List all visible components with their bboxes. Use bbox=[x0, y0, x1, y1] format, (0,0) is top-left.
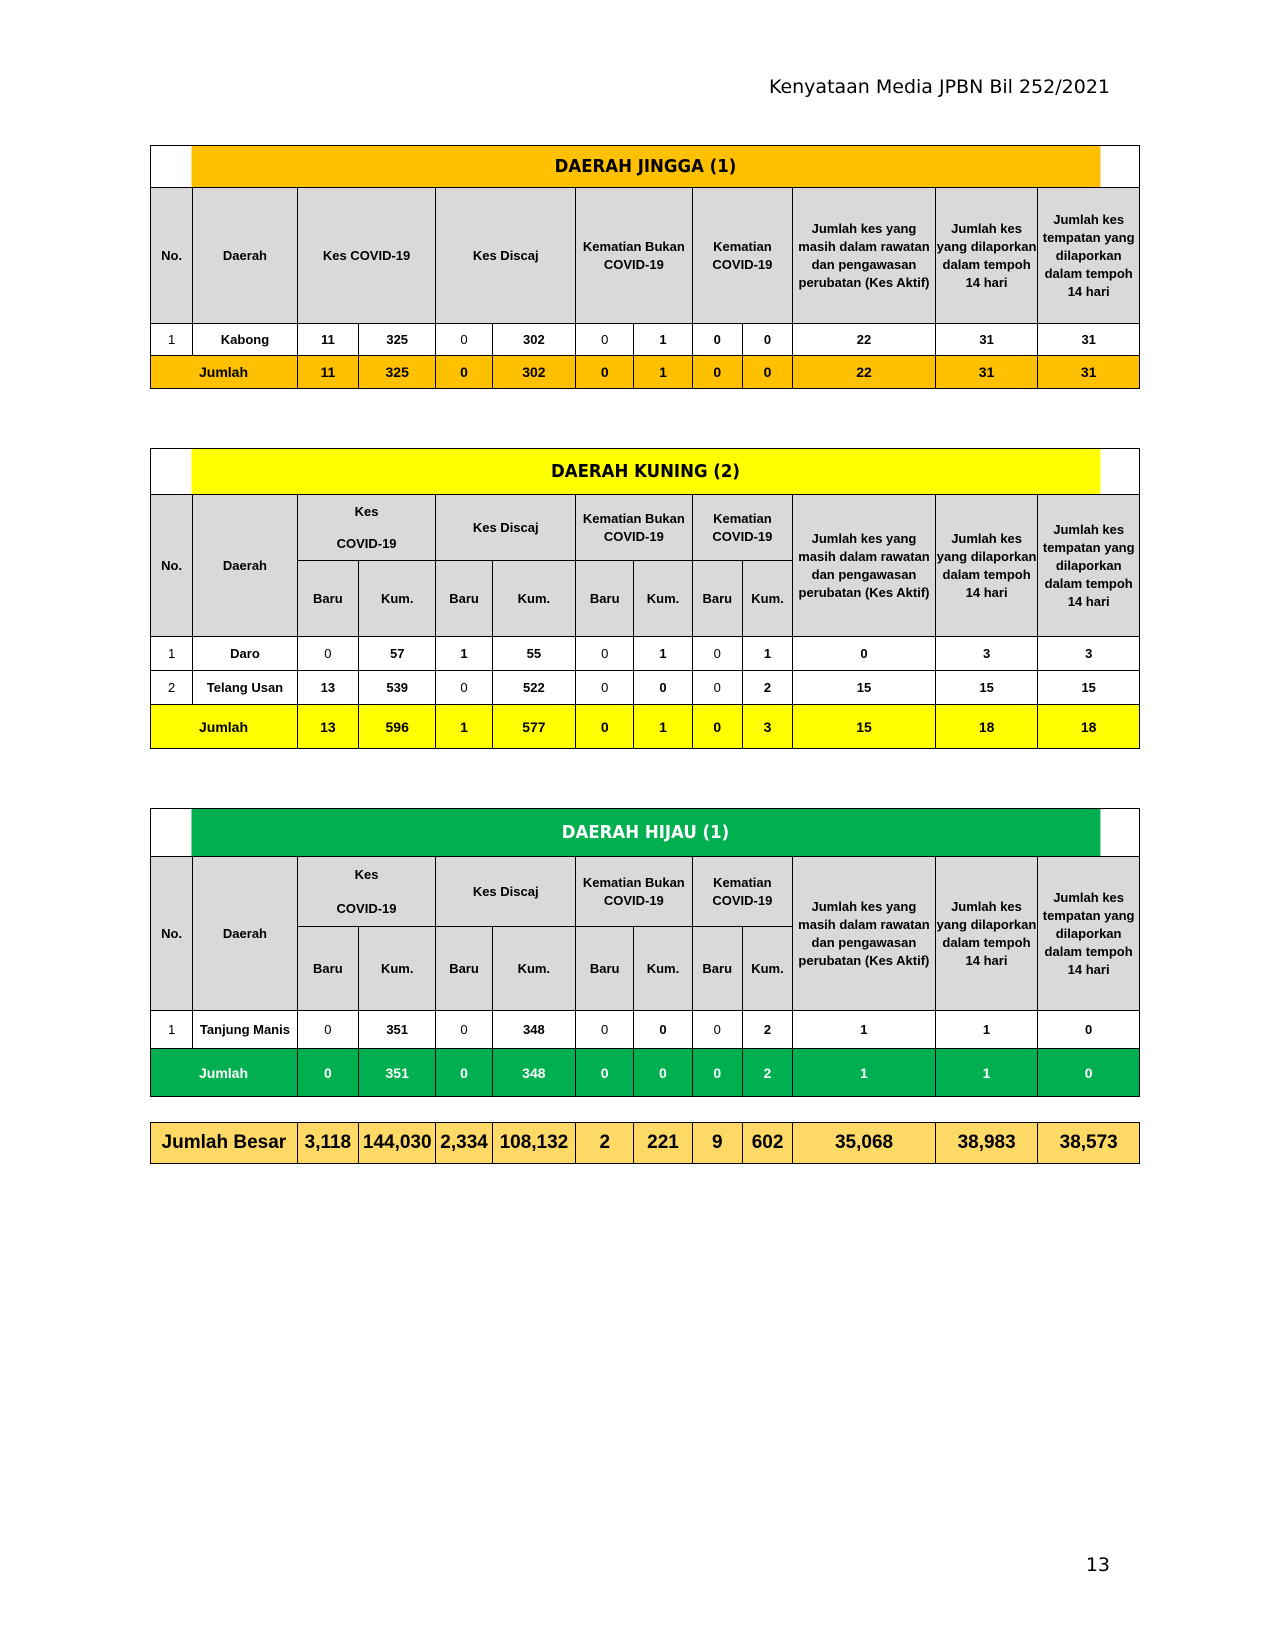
cell-k-kum: 2 bbox=[742, 1011, 792, 1049]
total-dilaporkan: 18 bbox=[935, 705, 1038, 749]
grand-tempatan: 38,573 bbox=[1038, 1123, 1140, 1164]
cell-tempatan: 31 bbox=[1038, 324, 1140, 356]
cell-dilaporkan: 1 bbox=[935, 1011, 1037, 1049]
table-row bbox=[151, 324, 1140, 356]
total-discaj-kum: 302 bbox=[492, 356, 575, 389]
cell-kes-kum: 57 bbox=[359, 637, 436, 671]
col-header-kematian-bukan: Kematian Bukan COVID-19 bbox=[576, 188, 693, 324]
col-header-tempatan: Jumlah kes tempatan yang dilaporkan dalam tempoh 14 hari bbox=[1038, 495, 1140, 637]
col-header-kematian-bukan: Kematian Bukan COVID-19 bbox=[576, 495, 693, 561]
col-header-kes-covid bbox=[297, 857, 436, 927]
col-header-covid: COVID-19 bbox=[336, 535, 397, 551]
total-kb-baru: 0 bbox=[576, 356, 634, 389]
col-header-daerah: Daerah bbox=[193, 495, 298, 637]
cell-no: 1 bbox=[151, 1011, 193, 1049]
total-row bbox=[151, 1049, 1140, 1097]
cell-kb-baru: 0 bbox=[576, 637, 634, 671]
table-title: DAERAH JINGGA (1) bbox=[190, 146, 1100, 188]
sub-header-kum: Kum. bbox=[492, 561, 575, 637]
col-header-kematian: Kematian COVID-19 bbox=[692, 857, 792, 927]
col-header-kes: Kes bbox=[354, 503, 379, 519]
cell-k-baru: 0 bbox=[692, 637, 742, 671]
total-tempatan: 31 bbox=[1038, 356, 1140, 389]
cell-k-kum: 1 bbox=[742, 637, 792, 671]
table-row bbox=[151, 671, 1140, 705]
col-header-tempatan: Jumlah kes tempatan yang dilaporkan dalam tempoh 14 hari bbox=[1038, 857, 1140, 1011]
col-header-kes-covid: Kes COVID-19 bbox=[297, 188, 436, 324]
table-daerah-jingga bbox=[150, 145, 1140, 389]
total-label: Jumlah bbox=[151, 1049, 298, 1097]
total-row bbox=[151, 356, 1140, 389]
sub-header-kum: Kum. bbox=[359, 561, 436, 637]
cell-aktif: 1 bbox=[793, 1011, 936, 1049]
cell-daerah: Tanjung Manis bbox=[193, 1011, 298, 1049]
table-title: DAERAH HIJAU (1) bbox=[190, 809, 1100, 857]
col-header-no: No. bbox=[151, 495, 193, 637]
cell-dilaporkan: 15 bbox=[935, 671, 1038, 705]
col-header-daerah: Daerah bbox=[193, 857, 298, 1011]
col-header-tempatan: Jumlah kes tempatan yang dilaporkan dalam tempoh 14 hari bbox=[1038, 188, 1140, 324]
sub-header-kum: Kum. bbox=[492, 927, 575, 1011]
cell-k-baru: 0 bbox=[692, 324, 742, 356]
cell-no: 1 bbox=[151, 324, 193, 356]
col-header-dilaporkan: Jumlah kes yang dilaporkan dalam tempoh 14 hari bbox=[935, 495, 1038, 637]
table-daerah-hijau bbox=[150, 808, 1140, 1097]
grand-aktif: 35,068 bbox=[793, 1123, 936, 1164]
total-kb-kum: 1 bbox=[634, 705, 692, 749]
total-label: Jumlah bbox=[151, 356, 298, 389]
grand-discaj-baru: 2,334 bbox=[436, 1123, 492, 1164]
cell-kes-baru: 0 bbox=[297, 1011, 358, 1049]
col-header-kes: Kes bbox=[354, 866, 379, 882]
total-kb-kum: 0 bbox=[634, 1049, 692, 1097]
cell-kes-kum: 539 bbox=[359, 671, 436, 705]
col-header-kematian-bukan: Kematian Bukan COVID-19 bbox=[576, 857, 693, 927]
cell-kes-kum: 325 bbox=[359, 324, 436, 356]
sub-header-baru: Baru bbox=[576, 927, 634, 1011]
cell-discaj-baru: 0 bbox=[436, 1011, 492, 1049]
sub-header-baru: Baru bbox=[692, 561, 742, 637]
cell-kes-baru: 11 bbox=[297, 324, 358, 356]
cell-kb-kum: 1 bbox=[634, 324, 692, 356]
col-header-kes-discaj: Kes Discaj bbox=[436, 495, 576, 561]
sub-header-baru: Baru bbox=[297, 927, 358, 1011]
col-header-no: No. bbox=[151, 857, 193, 1011]
total-kes-baru: 11 bbox=[297, 356, 358, 389]
cell-daerah: Daro bbox=[193, 637, 298, 671]
cell-aktif: 15 bbox=[793, 671, 936, 705]
cell-discaj-kum: 348 bbox=[492, 1011, 575, 1049]
table-row bbox=[151, 1011, 1140, 1049]
total-dilaporkan: 31 bbox=[935, 356, 1038, 389]
sub-header-kum: Kum. bbox=[634, 561, 692, 637]
cell-aktif: 22 bbox=[793, 324, 936, 356]
sub-header-baru: Baru bbox=[297, 561, 358, 637]
total-tempatan: 0 bbox=[1038, 1049, 1140, 1097]
total-discaj-kum: 577 bbox=[492, 705, 575, 749]
cell-kes-baru: 0 bbox=[297, 637, 358, 671]
col-header-kes-aktif: Jumlah kes yang masih dalam rawatan dan pengawasan perubatan (Kes Aktif) bbox=[793, 857, 936, 1011]
grand-discaj-kum: 108,132 bbox=[492, 1123, 575, 1164]
cell-kb-baru: 0 bbox=[576, 324, 634, 356]
table-row bbox=[151, 637, 1140, 671]
total-aktif: 15 bbox=[793, 705, 936, 749]
grand-kes-baru: 3,118 bbox=[297, 1123, 358, 1164]
page-number: 13 bbox=[1085, 1554, 1110, 1576]
grand-k-baru: 9 bbox=[692, 1123, 742, 1164]
cell-daerah: Telang Usan bbox=[193, 671, 298, 705]
sub-header-baru: Baru bbox=[692, 927, 742, 1011]
cell-no: 2 bbox=[151, 671, 193, 705]
total-k-kum: 3 bbox=[742, 705, 792, 749]
total-dilaporkan: 1 bbox=[935, 1049, 1037, 1097]
cell-discaj-kum: 55 bbox=[492, 637, 575, 671]
cell-aktif: 0 bbox=[793, 637, 936, 671]
cell-kb-baru: 0 bbox=[576, 1011, 634, 1049]
cell-daerah: Kabong bbox=[193, 324, 298, 356]
col-header-no: No. bbox=[151, 188, 193, 324]
total-kb-baru: 0 bbox=[576, 705, 634, 749]
sub-header-kum: Kum. bbox=[742, 927, 792, 1011]
total-row bbox=[151, 705, 1140, 749]
col-header-kes-covid bbox=[297, 495, 436, 561]
cell-discaj-baru: 0 bbox=[436, 324, 492, 356]
grand-k-kum: 602 bbox=[742, 1123, 792, 1164]
sub-header-baru: Baru bbox=[576, 561, 634, 637]
cell-discaj-kum: 522 bbox=[492, 671, 575, 705]
total-tempatan: 18 bbox=[1038, 705, 1140, 749]
total-kes-baru: 0 bbox=[297, 1049, 358, 1097]
sub-header-kum: Kum. bbox=[742, 561, 792, 637]
cell-k-kum: 0 bbox=[742, 324, 792, 356]
cell-discaj-kum: 302 bbox=[492, 324, 575, 356]
total-discaj-kum: 348 bbox=[492, 1049, 575, 1097]
cell-dilaporkan: 3 bbox=[935, 637, 1038, 671]
total-k-baru: 0 bbox=[692, 705, 742, 749]
cell-dilaporkan: 31 bbox=[935, 324, 1038, 356]
cell-kb-kum: 1 bbox=[634, 637, 692, 671]
total-discaj-baru: 1 bbox=[436, 705, 492, 749]
cell-k-baru: 0 bbox=[692, 671, 742, 705]
total-discaj-baru: 0 bbox=[436, 356, 492, 389]
grand-kb-kum: 221 bbox=[634, 1123, 692, 1164]
cell-discaj-baru: 0 bbox=[436, 671, 492, 705]
total-aktif: 1 bbox=[793, 1049, 936, 1097]
total-kes-kum: 596 bbox=[359, 705, 436, 749]
sub-header-baru: Baru bbox=[436, 561, 492, 637]
col-header-kematian: Kematian COVID-19 bbox=[692, 188, 793, 324]
sub-header-kum: Kum. bbox=[634, 927, 692, 1011]
table-title: DAERAH KUNING (2) bbox=[190, 449, 1100, 495]
total-aktif: 22 bbox=[793, 356, 936, 389]
col-header-dilaporkan: Jumlah kes yang dilaporkan dalam tempoh 14 hari bbox=[935, 188, 1038, 324]
total-kes-kum: 325 bbox=[359, 356, 436, 389]
cell-kes-baru: 13 bbox=[297, 671, 358, 705]
cell-tempatan: 0 bbox=[1038, 1011, 1140, 1049]
sub-header-kum: Kum. bbox=[359, 927, 436, 1011]
cell-k-baru: 0 bbox=[692, 1011, 742, 1049]
cell-no: 1 bbox=[151, 637, 193, 671]
col-header-kematian: Kematian COVID-19 bbox=[692, 495, 793, 561]
total-kb-kum: 1 bbox=[634, 356, 692, 389]
total-kes-kum: 351 bbox=[359, 1049, 436, 1097]
col-header-kes-discaj: Kes Discaj bbox=[436, 188, 576, 324]
document-header: Kenyataan Media JPBN Bil 252/2021 bbox=[768, 76, 1110, 98]
total-kes-baru: 13 bbox=[297, 705, 358, 749]
cell-discaj-baru: 1 bbox=[436, 637, 492, 671]
grand-dilaporkan: 38,983 bbox=[935, 1123, 1038, 1164]
cell-k-kum: 2 bbox=[742, 671, 792, 705]
total-k-baru: 0 bbox=[692, 356, 742, 389]
grand-total-row bbox=[151, 1123, 1140, 1164]
cell-kb-kum: 0 bbox=[634, 671, 692, 705]
total-k-kum: 0 bbox=[742, 356, 792, 389]
grand-total-label: Jumlah Besar bbox=[151, 1123, 298, 1164]
col-header-kes-aktif: Jumlah kes yang masih dalam rawatan dan pengawasan perubatan (Kes Aktif) bbox=[793, 495, 936, 637]
cell-kes-kum: 351 bbox=[359, 1011, 436, 1049]
col-header-covid: COVID-19 bbox=[336, 900, 397, 916]
col-header-kes-discaj: Kes Discaj bbox=[436, 857, 576, 927]
col-header-daerah: Daerah bbox=[193, 188, 298, 324]
table-daerah-kuning bbox=[150, 448, 1140, 749]
total-k-baru: 0 bbox=[692, 1049, 742, 1097]
grand-kb-baru: 2 bbox=[576, 1123, 634, 1164]
sub-header-baru: Baru bbox=[436, 927, 492, 1011]
cell-tempatan: 15 bbox=[1038, 671, 1140, 705]
col-header-dilaporkan: Jumlah kes yang dilaporkan dalam tempoh 14 hari bbox=[935, 857, 1037, 1011]
total-discaj-baru: 0 bbox=[436, 1049, 492, 1097]
total-k-kum: 2 bbox=[742, 1049, 792, 1097]
col-header-kes-aktif: Jumlah kes yang masih dalam rawatan dan pengawasan perubatan (Kes Aktif) bbox=[793, 188, 936, 324]
total-label: Jumlah bbox=[151, 705, 298, 749]
cell-kb-kum: 0 bbox=[634, 1011, 692, 1049]
total-kb-baru: 0 bbox=[576, 1049, 634, 1097]
grand-total-table bbox=[150, 1122, 1140, 1164]
cell-tempatan: 3 bbox=[1038, 637, 1140, 671]
cell-kb-baru: 0 bbox=[576, 671, 634, 705]
grand-kes-kum: 144,030 bbox=[359, 1123, 436, 1164]
